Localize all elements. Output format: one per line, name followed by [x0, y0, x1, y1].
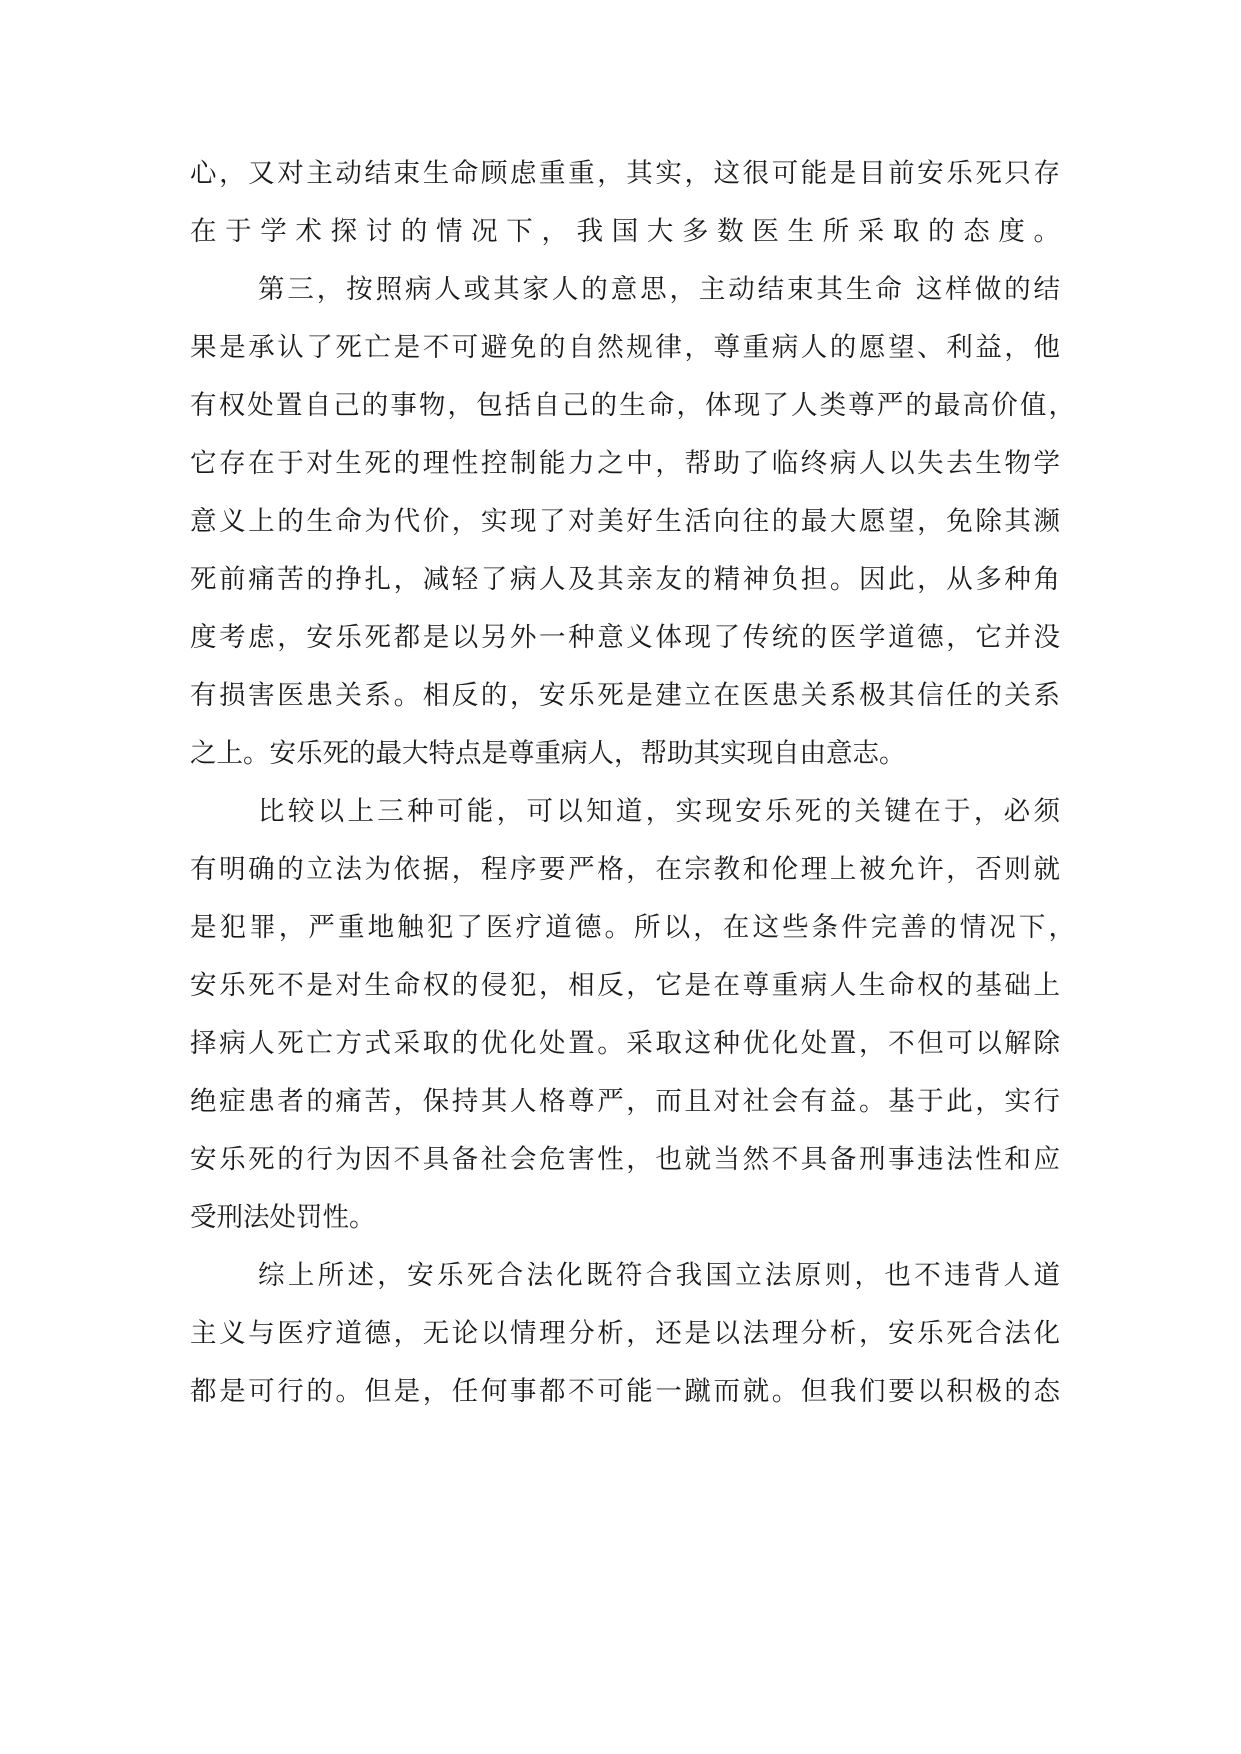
text-line: 主义与医疗道德，无论以情理分析，还是以法理分析，安乐死合法化 [190, 1318, 1060, 1349]
text-line: 在于学术探讨的情况下，我国大多数医生所采取的态度。 [190, 216, 1060, 247]
text-line: 有明确的立法为依据，程序要严格，在宗教和伦理上被允许，否则就 [190, 854, 1060, 885]
paragraph-last-line: 受刑法处罚性。 [190, 1202, 376, 1233]
paragraph-first-line: 第三，按照病人或其家人的意思，主动结束其生命 这样做的结 [258, 274, 1060, 305]
text-line: 有损害医患关系。相反的，安乐死是建立在医患关系极其信任的关系 [190, 680, 1060, 711]
text-line: 它存在于对生死的理性控制能力之中，帮助了临终病人以失去生物学 [190, 448, 1060, 479]
text-line: 绝症患者的痛苦，保持其人格尊严，而且对社会有益。基于此，实行 [190, 1086, 1060, 1117]
text-line: 果是承认了死亡是不可避免的自然规律，尊重病人的愿望、利益，他 [190, 332, 1060, 363]
paragraph-last-line: 之上。安乐死的最大特点是尊重病人，帮助其实现自由意志。 [190, 738, 906, 769]
text-line: 意义上的生命为代价，实现了对美好生活向往的最大愿望，免除其濒 [190, 506, 1060, 537]
text-line: 死前痛苦的挣扎，减轻了病人及其亲友的精神负担。因此，从多种角 [190, 564, 1060, 595]
text-line: 都是可行的。但是，任何事都不可能一蹴而就。但我们要以积极的态 [190, 1376, 1060, 1407]
paragraph-first-line: 比较以上三种可能，可以知道，实现安乐死的关键在于，必须 [258, 796, 1060, 827]
text-line: 度考虑，安乐死都是以另外一种意义体现了传统的医学道德，它并没 [190, 622, 1060, 653]
text-line: 安乐死不是对生命权的侵犯，相反，它是在尊重病人生命权的基础上 [190, 970, 1060, 1001]
text-line: 安乐死的行为因不具备社会危害性，也就当然不具备刑事违法性和应 [190, 1144, 1060, 1175]
text-line: 是犯罪，严重地触犯了医疗道德。所以，在这些条件完善的情况下， [190, 912, 1075, 943]
paragraph-first-line: 综上所述，安乐死合法化既符合我国立法原则，也不违背人道 [258, 1260, 1060, 1291]
text-line: 心，又对主动结束生命顾虑重重，其实，这很可能是目前安乐死只存 [190, 158, 1060, 189]
text-line: 有权处置自己的事物，包括自己的生命，体现了人类尊严的最高价值， [190, 390, 1075, 421]
text-line: 择病人死亡方式采取的优化处置。采取这种优化处置，不但可以解除 [190, 1028, 1060, 1059]
